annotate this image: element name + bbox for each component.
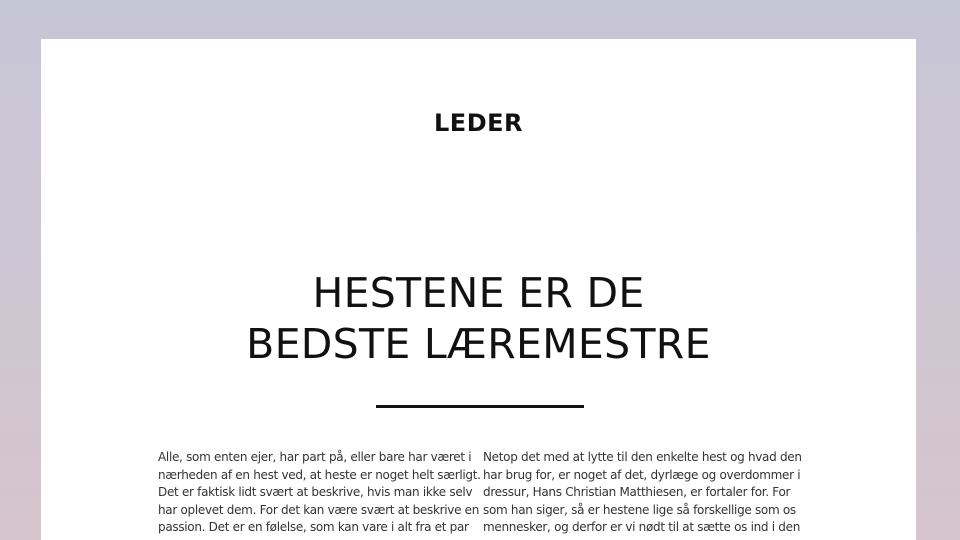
headline-line-1: HESTENE ER DE: [312, 269, 645, 317]
body-line: dressur, Hans Christian Matthiesen, er fortaler for. For: [483, 485, 791, 500]
headline-line-2: BEDSTE LÆREMESTRE: [246, 320, 711, 368]
body-line: passion. Det er en følelse, som kan vare i alt fra et par: [158, 520, 469, 535]
magazine-page: [41, 39, 916, 540]
body-line: Det er faktisk lidt svært at beskrive, hvis man ikke selv: [158, 485, 473, 500]
section-label: LEDER: [434, 109, 523, 137]
body-line: har oplevet dem. For det kan være svært at beskrive en: [158, 502, 480, 517]
body-line: som han siger, så er hestene lige så forskellige som os: [483, 502, 796, 517]
headline-divider: [376, 405, 584, 408]
body-column-right: [483, 449, 801, 537]
body-line: Netop det med at lytte til den enkelte hest og hvad den: [483, 450, 802, 464]
body-line: har brug for, er noget af det, dyrlæge og overdommer i: [483, 467, 801, 482]
body-column-left: [158, 449, 481, 537]
body-line: nærheden af en hest ved, at heste er noget helt særligt.: [158, 467, 481, 482]
body-line: Alle, som enten ejer, har part på, eller bare har været i: [158, 450, 472, 464]
body-line: mennesker, og derfor er vi nødt til at sætte os ind i den: [483, 520, 801, 535]
article-headline: [41, 268, 916, 370]
